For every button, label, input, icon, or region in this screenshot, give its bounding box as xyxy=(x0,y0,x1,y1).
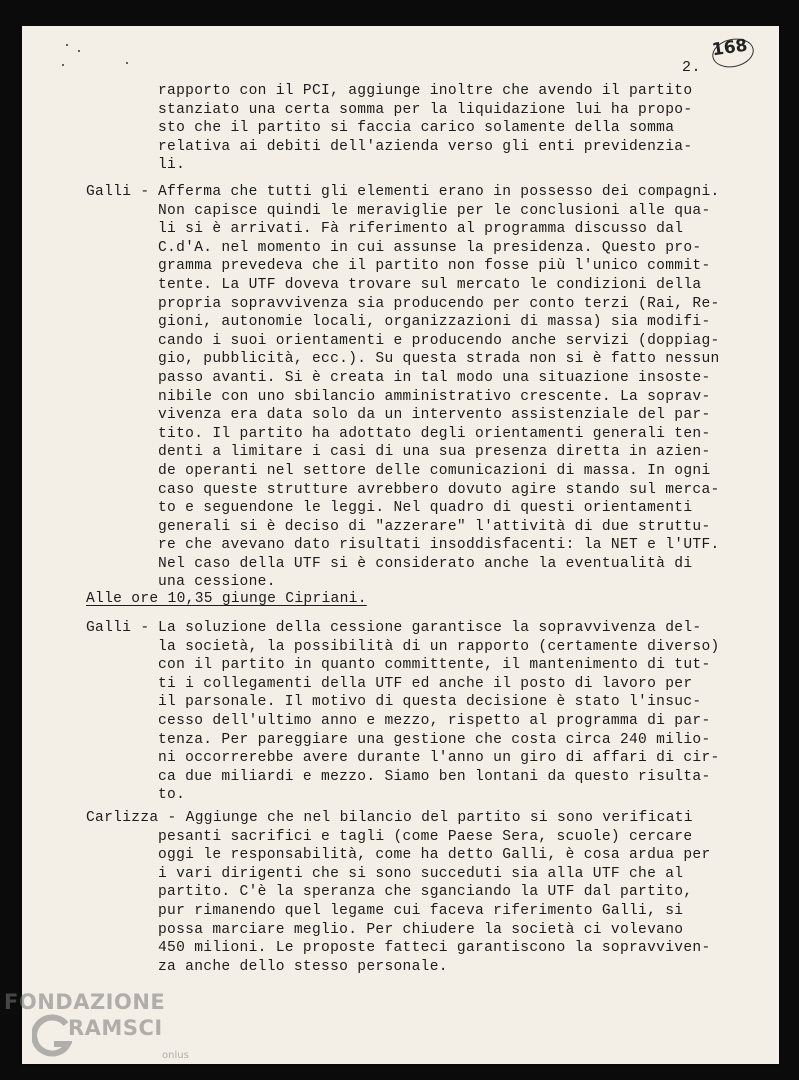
text-line: i vari dirigenti che si sono succeduti sia alla UTF che al xyxy=(158,865,684,882)
document-page xyxy=(22,26,779,1064)
text-line: cando i suoi orientamenti e producendo anche servizi (doppiag- xyxy=(158,332,720,349)
text-line: nibile con uno sbilancio amministrativo crescente. La soprav- xyxy=(158,388,711,405)
text-line: vivenza era data solo da un intervento assistenziale del par- xyxy=(158,407,711,424)
text-line: denti a limitare i casi di una sua presenza diretta in azien- xyxy=(158,444,711,461)
text-line: sto che il partito si faccia carico solamente della somma xyxy=(158,120,675,137)
text-line: possa marciare meglio. Per chiudere la società ci volevano xyxy=(158,921,684,938)
archive-number: 168 xyxy=(710,35,749,61)
watermark-line-2: RAMSCI xyxy=(68,1016,163,1040)
text-line: generali si è deciso di "azzerare" l'attività di due struttu- xyxy=(158,518,711,535)
speaker-label: Galli - xyxy=(86,620,150,636)
text-line: de operanti nel settore delle comunicazioni di massa. In ogni xyxy=(158,462,711,479)
text-line: rapporto con il PCI, aggiunge inoltre che avendo il partito xyxy=(158,83,693,99)
text-line: za anche dello stesso personale. xyxy=(158,958,448,975)
speaker-label: Carlizza - xyxy=(86,810,177,826)
text-line: Afferma che tutti gli elementi erano in possesso dei compagni. xyxy=(158,184,720,200)
text-line: tito. Il partito ha adottato degli orientamenti generali ten- xyxy=(158,425,711,442)
text-line-start: Aggiunge che nel bilancio del partito si sono verificati xyxy=(185,810,693,826)
page-number: 2. xyxy=(682,59,702,76)
text-line: gioni, autonomie locali, organizzazioni di massa) sia modifi- xyxy=(158,314,711,331)
text-line: una cessione. xyxy=(158,574,276,591)
text-line: cesso dell'ultimo anno e mezzo, rispetto al programma di par- xyxy=(158,712,711,729)
text-line: li si è arrivati. Fà riferimento al programma discusso dal xyxy=(158,221,684,238)
text-line: to. xyxy=(158,787,186,804)
text-line: il parsonale. Il motivo di questa decisione è stato l'insuc- xyxy=(158,694,702,711)
text-line: la società, la possibilità di un rapporto (certamente diverso) xyxy=(158,638,720,655)
text-line: propria sopravvivenza sia producendo per conto terzi (Rai, Re- xyxy=(158,295,720,312)
watermark-line-3: onlus xyxy=(162,1050,189,1061)
text-line: 450 milioni. Le proposte fatteci garantiscono la sopravviven- xyxy=(158,940,711,957)
carlizza-statement xyxy=(86,809,736,976)
text-line: Nel caso della UTF si è considerato anche la eventualità di xyxy=(158,555,693,572)
text-line: con il partito in quanto committente, il mantenimento di tut- xyxy=(158,657,711,674)
text-line xyxy=(86,809,736,828)
text-line: gio, pubblicità, ecc.). Su questa strada non si è fatto nessun xyxy=(158,351,720,368)
text-line: to e seguendone le leggi. Nel quadro di questi orientamenti xyxy=(158,500,693,517)
text-line: ca due miliardi e mezzo. Siamo ben lontani da questo risulta- xyxy=(158,768,711,785)
speaker-label: Galli - xyxy=(86,184,150,200)
text-line: pesanti sacrifici e tagli (come Paese Sera, scuole) cercare xyxy=(158,828,693,845)
text-line: caso queste strutture avrebbero dovuto agire stando sul merca- xyxy=(158,481,720,498)
gramsci-g-logo-icon xyxy=(32,1014,72,1060)
text-line: relativa ai debiti dell'azienda verso gli enti previdenzia- xyxy=(158,138,693,155)
text-line: La soluzione della cessione garantisce la sopravvivenza del- xyxy=(158,620,702,636)
fondazione-gramsci-watermark xyxy=(4,990,204,1070)
watermark-line-1: FONDAZIONE xyxy=(4,990,166,1014)
text-line: Non capisce quindi le meraviglie per le conclusioni alle qua- xyxy=(158,202,711,219)
section-heading: Alle ore 10,35 giunge Cipriani. xyxy=(86,591,367,607)
text-line: re che avevano dato risultati insoddisfacenti: la NET e l'UTF. xyxy=(158,537,720,554)
text-line: oggi le responsabilità, come ha detto Galli, è cosa ardua per xyxy=(158,847,711,864)
text-line: pur rimanendo quel legame cui faceva riferimento Galli, si xyxy=(158,902,684,919)
text-line: tente. La UTF doveva trovare sul mercato le condizioni della xyxy=(158,276,702,293)
text-line: partito. C'è la speranza che sganciando la UTF dal partito, xyxy=(158,884,693,901)
text-line: gramma prevedeva che il partito non fosse più l'unico commit- xyxy=(158,258,711,275)
text-line: li. xyxy=(158,157,186,174)
text-line: passo avanti. Si è creata in tal modo una situazione insoste- xyxy=(158,369,711,386)
text-line: C.d'A. nel momento in cui assunse la presidenza. Questo pro- xyxy=(158,239,702,256)
text-line: ti i collegamenti della UTF ed anche il posto di lavoro per xyxy=(158,675,693,692)
text-line: tenza. Per pareggiare una gestione che costa circa 240 milio- xyxy=(158,731,711,748)
text-line: ni occorrerebbe avere durante l'anno un giro di affari di cir- xyxy=(158,750,720,767)
text-line: stanziato una certa somma per la liquidazione lui ha propo- xyxy=(158,101,693,118)
